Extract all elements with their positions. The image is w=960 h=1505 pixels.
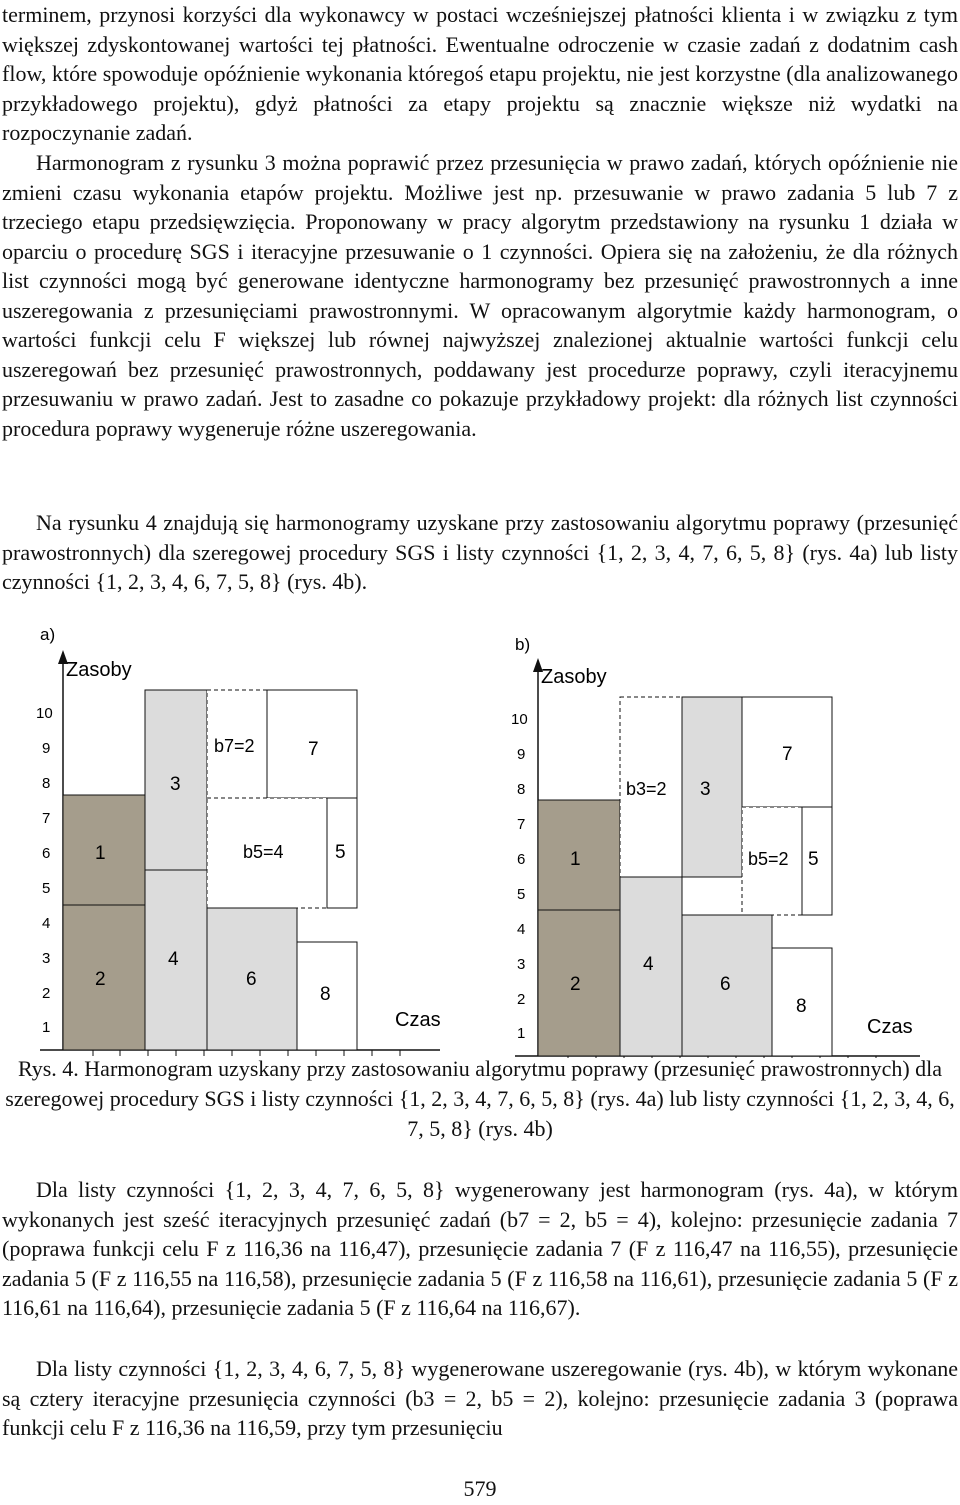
panel-b-task-7-label: 7 — [782, 744, 793, 765]
panel-b-ytick: 5 — [517, 886, 526, 903]
panel-a-ytick: 4 — [42, 915, 51, 932]
panel-a-ytick: 9 — [42, 740, 51, 757]
panel-b-task-8-label: 8 — [796, 996, 807, 1017]
paragraph-4: Dla listy czynności {1, 2, 3, 4, 7, 6, 5, 8} wygenerowany jest harmonogram (rys. 4a), w którym wykonanych jest sześć iteracyjnych przesunięć zadań (b7 = 2, b5 = 4), kolejno: przesunięcie zadania 7 (poprawa funkcji celu F z 116,36 na 116,47), przesunięcie zadania 7 (F z 116,47 na 116,55), przesunięcie zadania 5 (F z 116,55 na 116,58), przesunięcie zadania 5 (F z 116,58 na 116,61), przesunięcie zadania 5 (F z 116,61 na 116,64), przesunięcie zadania 5 (F z 116,64 na 116,67). — [2, 1177, 958, 1320]
page-number: 579 — [463, 1476, 497, 1501]
panel-b-task-1-label: 1 — [570, 849, 581, 870]
paragraph-5: Dla listy czynności {1, 2, 3, 4, 6, 7, 5, 8} wygenerowane uszeregowanie (rys. 4b), w którym wykonane są cztery iteracyjne przesunięcia czynności (b3 = 2, b5 = 2), kolejno: przesunięcie zadania 3 (poprawa funkcji celu F z 116,36 na 116,59, przy tym przesunięciu — [2, 1356, 958, 1440]
figure-caption: Rys. 4. Harmonogram uzyskany przy zastosowaniu algorytmu poprawy (przesunięć prawostronnych) dla szeregowej procedury SGS i listy czynności {1, 2, 3, 4, 7, 6, 5, 8} (rys. 4a) lub listy czynności {1, 2, 3, 4, 6, 7, 5, 8} (rys. 4b) — [5, 1056, 955, 1141]
paragraph-1: terminem, przynosi korzyści dla wykonawcy w postaci wcześniejszej płatności klienta i w związku z tym większej zdyskontowanej wartości tej płatności. Ewentualne odroczenie w czasie zadań z dodatnim cash flow, które spowoduje opóźnienie wykonania któregoś etapu projektu, nie jest korzystne (dla analizowanego przykładowego projektu), gdyż płatności za etapy projektu są znacznie większe niż wydatki na rozpoczynanie zadań. — [2, 2, 958, 145]
paragraph-3: Na rysunku 4 znajdują się harmonogramy uzyskane przy zastosowaniu algorytmu poprawy (przesunięć prawostronnych) dla szeregowej procedury SGS i listy czynności {1, 2, 3, 4, 7, 6, 5, 8} (rys. 4a) lub listy czynności {1, 2, 3, 4, 6, 7, 5, 8} (rys. 4b). — [2, 510, 958, 594]
panel-a-y-axis-label: Zasoby — [66, 659, 132, 681]
panel-b-ytick: 8 — [517, 781, 526, 798]
panel-a-task-2-label: 2 — [95, 969, 106, 990]
panel-a-shift-b7-label: b7=2 — [214, 736, 255, 756]
panel-b-ytick: 7 — [517, 816, 526, 833]
panel-a-task-8-label: 8 — [320, 984, 331, 1005]
panel-a-ytick: 8 — [42, 775, 51, 792]
panel-b-task-4-label: 4 — [643, 954, 654, 975]
panel-b-ytick: 9 — [517, 746, 526, 763]
panel-b-task-5-label: 5 — [808, 849, 819, 870]
panel-a-ytick: 7 — [42, 810, 51, 827]
panel-a-ytick: 2 — [42, 985, 51, 1002]
panel-b-shift-b5-label: b5=2 — [748, 849, 789, 869]
panel-a-shift-b5-label: b5=4 — [243, 842, 284, 862]
panel-a-ytick: 1 — [42, 1019, 51, 1036]
paragraph-2: Harmonogram z rysunku 3 można poprawić przez przesunięcia w prawo zadań, których opóźnienie nie zmieni czasu wykonania etapów projektu. Możliwe jest np. przesuwanie w prawo zadania 5 lub 7 z trzeciego etapu przedsięwzięcia. Proponowany w pracy algorytm przedstawiony na rysunku 1 działa w oparciu o procedurę SGS i iteracyjne przesuwanie o 1 czynności. Opiera się na założeniu, że dla różnych list czynności mogą być generowane identyczne harmonogramy bez przesunięć prawostronnych a inne uszeregowania z przesunięciami prawostronnymi. W opracowanym algorytmie każdy harmonogram, o wartości funkcji celu F większej lub równej najwyższej znalezionej aktualnie wartości funkcji celu uszeregowań bez przesunięć prawostronnych, poddawany jest procedurze poprawy, czyli iteracyjnemu przesuwaniu w prawo zadań. Jest to zasadne co pokazuje przykładowy projekt: dla różnych list czynności procedura poprawy wygeneruje różne uszeregowania. — [2, 150, 958, 441]
panel-b — [511, 635, 920, 1058]
panel-b-ytick: 10 — [511, 711, 528, 728]
panel-b-task-3-label: 3 — [700, 779, 711, 800]
panel-b-x-axis-label: Czas — [867, 1016, 913, 1038]
panel-a-task-6-label: 6 — [246, 969, 257, 990]
panel-b-ytick: 2 — [517, 991, 526, 1008]
panel-b-task-3 — [682, 697, 742, 877]
panel-a-task-7-label: 7 — [308, 739, 319, 760]
panel-a-ytick: 6 — [42, 845, 51, 862]
panel-a-task-4-label: 4 — [168, 949, 179, 970]
panel-b-task-2-label: 2 — [570, 974, 581, 995]
panel-b-y-axis-label: Zasoby — [541, 666, 607, 688]
panel-a-task-3-label: 3 — [170, 774, 181, 795]
panel-a-ytick: 3 — [42, 950, 51, 967]
panel-b-ytick: 4 — [517, 921, 526, 938]
panel-a-task-5-label: 5 — [335, 842, 346, 863]
panel-a-ytick: 10 — [36, 705, 53, 722]
panel-b-task-6-label: 6 — [720, 974, 731, 995]
panel-b-ytick: 6 — [517, 851, 526, 868]
figure-4 — [0, 620, 960, 1058]
panel-a — [36, 625, 441, 1056]
panel-a-label: a) — [40, 625, 56, 644]
panel-a-task-1-label: 1 — [95, 843, 106, 864]
panel-b-ytick: 3 — [517, 956, 526, 973]
panel-b-shift-b3-label: b3=2 — [626, 779, 667, 799]
panel-b-ytick: 1 — [517, 1025, 526, 1042]
panel-a-ytick: 5 — [42, 880, 51, 897]
panel-b-label: b) — [515, 635, 531, 654]
gantt-figure — [0, 620, 960, 1058]
panel-a-x-axis-label: Czas — [395, 1009, 441, 1031]
